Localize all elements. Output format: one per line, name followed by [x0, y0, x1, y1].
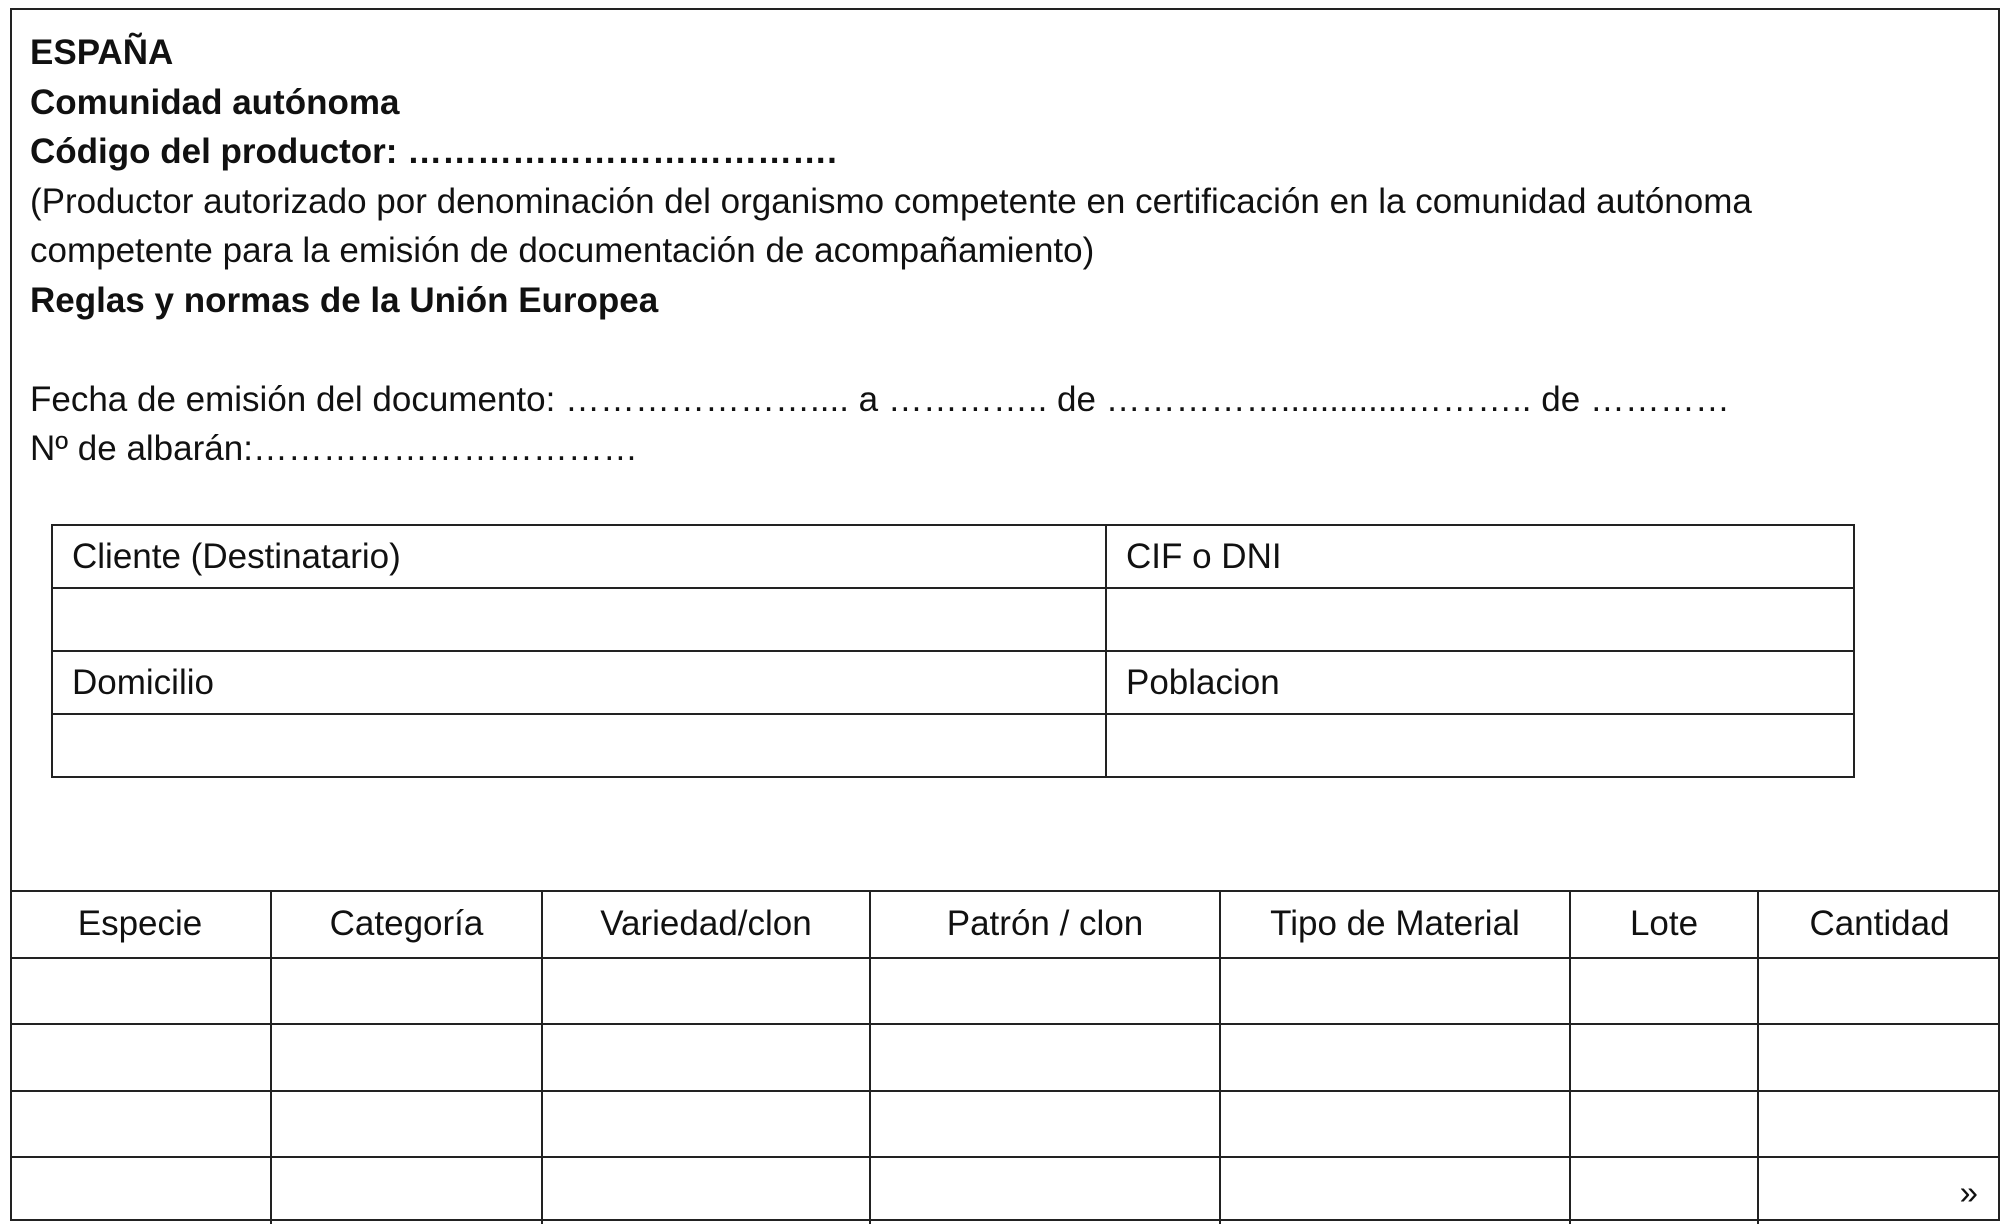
town-value-cell[interactable]: [1106, 714, 1854, 777]
table-cell[interactable]: [10, 958, 271, 1025]
table-cell[interactable]: [1570, 958, 1758, 1025]
eu-rules-label: Reglas y normas de la Unión Europea: [30, 280, 659, 320]
client-label: Cliente (Destinatario): [52, 525, 1106, 588]
table-row: [10, 958, 2000, 1025]
column-header-lot: Lote: [1570, 891, 1758, 958]
column-header-quantity: Cantidad: [1758, 891, 2000, 958]
table-cell[interactable]: [271, 1091, 542, 1158]
table-cell[interactable]: [271, 1024, 542, 1091]
table-cell[interactable]: [1758, 1157, 2000, 1224]
producer-code-label: Código del productor: ……………………………….: [30, 132, 837, 171]
table-cell[interactable]: [1220, 1091, 1570, 1158]
spacer: [30, 325, 1980, 375]
column-header-material-type: Tipo de Material: [1220, 891, 1570, 958]
country-title: ESPAÑA: [30, 33, 174, 72]
table-row: [52, 651, 1854, 714]
table-cell[interactable]: [1220, 958, 1570, 1025]
table-cell[interactable]: [10, 1024, 271, 1091]
table-cell[interactable]: [542, 1157, 870, 1224]
address-value-cell[interactable]: [52, 714, 1106, 777]
table-cell[interactable]: [1570, 1024, 1758, 1091]
table-cell[interactable]: [1758, 1091, 2000, 1158]
column-header-category: Categoría: [271, 891, 542, 958]
table-cell[interactable]: [542, 1024, 870, 1091]
table-header-row: [10, 891, 2000, 958]
table-cell[interactable]: [1570, 1091, 1758, 1158]
table-cell[interactable]: [870, 958, 1220, 1025]
town-label: Poblacion: [1106, 651, 1854, 714]
table-cell[interactable]: [1758, 1024, 2000, 1091]
authorization-note-line1: (Productor autorizado por denominación del organismo competente en certificación en la comunidad autónoma: [30, 181, 1752, 221]
form-header: [30, 28, 1980, 474]
table-row: [10, 1091, 2000, 1158]
items-table: [10, 890, 2000, 1224]
issue-date-field: Fecha de emisión del documento: ………………….... a ………….. de …………….............……….. de …………: [30, 379, 1730, 419]
table-row: [52, 588, 1854, 651]
table-row: [52, 714, 1854, 777]
table-row: [10, 1157, 2000, 1224]
table-cell[interactable]: [542, 958, 870, 1025]
authorization-note-line2: competente para la emisión de documentación de acompañamiento): [30, 231, 1095, 270]
table-cell[interactable]: [870, 1091, 1220, 1158]
table-cell[interactable]: [1758, 958, 2000, 1025]
table-cell[interactable]: [1220, 1024, 1570, 1091]
table-cell[interactable]: [1220, 1157, 1570, 1224]
table-cell[interactable]: [870, 1024, 1220, 1091]
table-cell[interactable]: [542, 1091, 870, 1158]
region-label: Comunidad autónoma: [30, 82, 400, 122]
table-cell[interactable]: [10, 1091, 271, 1158]
delivery-note-field: Nº de albarán:……………………………: [30, 429, 638, 468]
column-header-rootstock: Patrón / clon: [870, 891, 1220, 958]
column-header-variety: Variedad/clon: [542, 891, 870, 958]
cif-label: CIF o DNI: [1106, 525, 1854, 588]
table-row: [52, 525, 1854, 588]
table-cell[interactable]: [870, 1157, 1220, 1224]
client-table: [51, 524, 1855, 778]
table-cell[interactable]: [1570, 1157, 1758, 1224]
client-value-cell[interactable]: [52, 588, 1106, 651]
continuation-mark: »: [1959, 1173, 1978, 1211]
table-cell[interactable]: [271, 958, 542, 1025]
table-cell[interactable]: [10, 1157, 271, 1224]
cif-value-cell[interactable]: [1106, 588, 1854, 651]
column-header-species: Especie: [10, 891, 271, 958]
table-row: [10, 1024, 2000, 1091]
table-cell[interactable]: [271, 1157, 542, 1224]
address-label: Domicilio: [52, 651, 1106, 714]
